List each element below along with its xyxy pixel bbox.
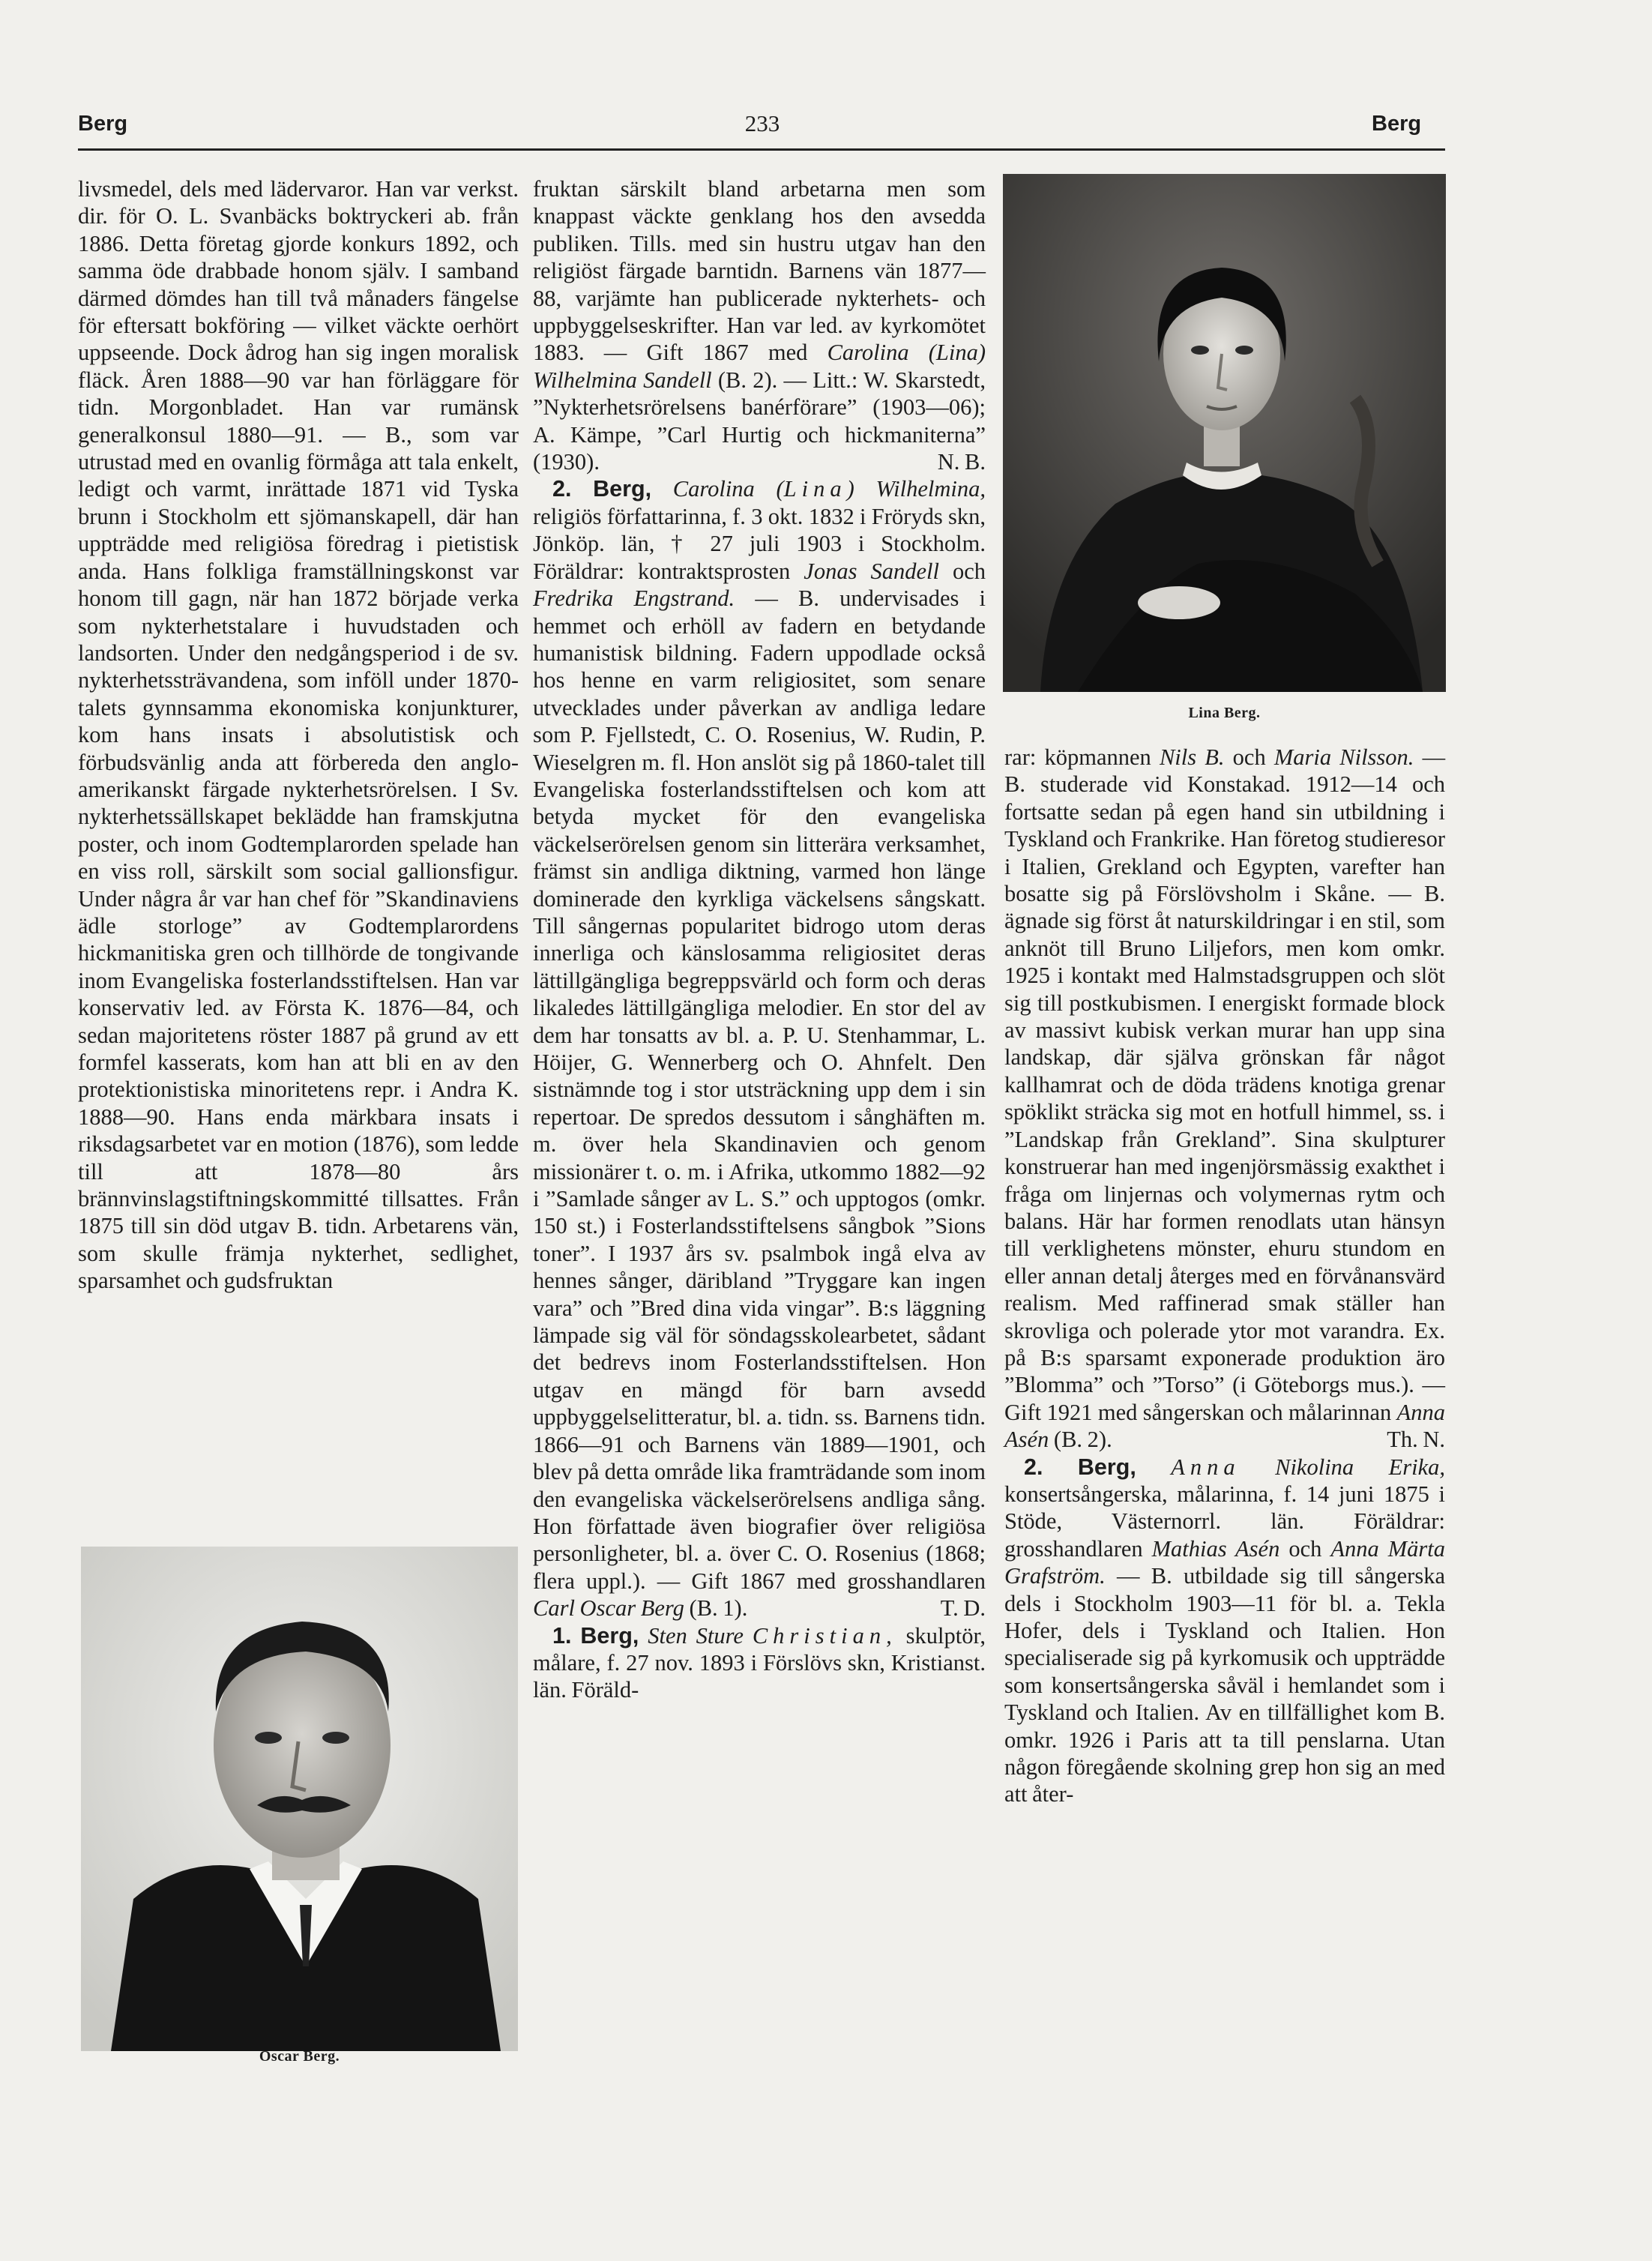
lina-berg-portrait <box>1003 174 1446 692</box>
oscar-portrait-illustration <box>81 1547 518 2051</box>
entry-sten-sture-berg-continued: rar: köpmannen Nils B. och Maria Nilsson. — B. studerade vid Konstakad. 1912—14 och fortsatte sedan på egen hand sin utbildning i Tyskland och Frankrike. Han företog studieresor i Italien, Grekland och Egypten, varefter han bosatte sig på Förslövsholm i Skåne. — B. ägnade sig först åt naturskildringar i en stil, som anknöt till Bruno Liljefors, men kom omkr. 1925 i kontakt med Halmstadsgruppen och slöt sig till postkubismen. I energiskt formade block av massivt kubisk verkan murar han upp sina landskap, där själva grönskan får något kallhamrat och de döda trädens knotiga grenar spöklikt sträcka sig mot en hotfull himmel, ss. i ”Landskap från Grekland”. Sina skulpturer konstruerar han med ingenjörsmässig exakthet i fråga om linjernas och volymernas rytm och balans. Här har formen renodlats utan hänsyn till verklighetens mönster, ehuru stundom en eller annan detalj återges med en förvånansvärd realism. Med raffinerad smak ställer han skrovliga och polerade ytor mot varandra. Ex. på B:s sparsamt exponerade produktion äro ”Blomma” och ”Torso” (i Göteborgs mus.). — Gift 1921 med sångerskan och målarinnan Anna Asén (B. 2). Th. N. <box>1004 744 1446 1453</box>
entry-headword: Berg, <box>580 1622 639 1649</box>
header-rule <box>78 148 1445 151</box>
author-signature: N. B. <box>937 449 986 475</box>
lina-portrait-illustration <box>1003 174 1446 692</box>
entry-carl-oscar-berg-continued: livsmedel, dels med lädervaror. Han var verkst. dir. för O. L. Svanbäcks boktryckeri ab. från 1886. Detta företag gjorde konkurs 1892, och samma öde drabbade honom själv. I samband därmed dömdes han till två månaders fängelse för eftersatt bokföring — vilket väckte oerhört uppseende. Dock ådrog han sig ingen moralisk fläck. Åren 1888—90 var han förläggare för tidn. Morgonbladet. Han var rumänsk generalkonsul 1880—91. — B., som var utrustad med en ovanlig förmåga att tala enkelt, ledigt och varmt, inrättade 1871 vid Tyska brunn i Stockholm ett sjömanskapell, där han uppträdde med religiösa föredrag i pietistisk anda. Hans folkliga framställningskonst var honom till gagn, när han 1872 började verka som nykterhetstalare i huvudstaden och landsorten. Under den nedgångsperiod i de sv. nykterhetssträvandena, som inföll under 1870-talets gynnsamma ekonomiska konjunkturer, kom hans insats i absolutistisk och förbudsvänlig anda att förbereda den anglo-amerikanskt färgade nykterhetsrörelsen. I Sv. nykterhetssällskapet beklädde han framskjutna poster, och inom Godtemplarorden spelade han en viss roll, särskilt som social gallionsfigur. Under några år var han chef för ”Skandinaviens ädle storloge” av Godtemplarordens hickmanitiska gren och tillhörde de tongivande inom Evangeliska fosterlandsstiftelsen. Han var konservativ led. av Första K. 1876—84, och sedan majoritetens röster 1887 på grund av ett formfel kasserats, kom han att bli en av den protektionistiska minoritetens repr. i Andra K. 1888—90. Hans enda märkbara insats i riksdagsarbetet var en motion (1876), som ledde till att 1878—80 års brännvinslagstiftningskommitté tillsattes. Från 1875 till sin död utgav B. tidn. Arbetarens vän, som skulle främja nykterhet, sedlighet, sparsamhet och gudsfruktan <box>78 176 519 1294</box>
lina-berg-caption: Lina Berg. <box>1188 705 1261 721</box>
running-head-right: Berg <box>1372 112 1422 136</box>
column-1 <box>78 175 519 1295</box>
oscar-berg-caption: Oscar Berg. <box>259 2048 340 2065</box>
entry-headword: Berg, <box>593 476 652 502</box>
entry-headword: Berg, <box>1077 1454 1136 1480</box>
column-3 <box>1004 744 1445 1808</box>
oscar-berg-portrait <box>81 1547 518 2051</box>
entry-anna-berg: 2. Berg, Anna Nikolina Erika, konsertsångerska, målarinna, f. 14 juni 1875 i Stöde, Västernorrl. län. Föräldrar: grosshandlaren Mathias Asén och Anna Märta Grafström. — B. utbildade sig till sångerska dels i Stockholm 1903—11 för bl. a. Tekla Hofer, dels i Tyskland och Italien. Hon specialiserade sig på kyrkomusik och uppträdde som konsertsångerska såväl i hemlandet som i Tyskland och Italien. Av en tillfällighet kom B. omkr. 1926 i Paris att ta till penslarna. Utan någon föregående skolning grep hon sig an med att åter- <box>1004 1454 1446 1807</box>
author-signature: T. D. <box>940 1595 986 1622</box>
entry-carl-oscar-berg-end: fruktan särskilt bland arbetarna men som knappast väckte genklang hos den avsedda publiken. Tills. med sin hustru utgav han den religiöst färgade barntidn. Barnens vän 1877—88, varjämte han publicerade nykterhets- och uppbyggelseskrifter. Han var led. av kyrkomötet 1883. — Gift 1867 med Carolina (Lina) Wilhelmina Sandell (B. 2). — Litt.: W. Skarstedt, ”Nykterhetsrörelsens banérförare” (1903—06); A. Kämpe, ”Carl Hurtig och hickmaniterna” (1930). N. B. <box>533 176 986 475</box>
entry-sten-sture-berg: 1. Berg, Sten Sture Christian, skulptör, målare, f. 27 nov. 1893 i Förslövs skn, Kristianst. län. Föräld- <box>533 1622 986 1703</box>
running-head-left: Berg <box>78 112 128 136</box>
page-number: 233 <box>744 110 780 136</box>
column-2 <box>533 175 986 1704</box>
entry-lina-berg: 2. Berg, Carolina (Lina) Wilhelmina, religiös författarinna, f. 3 okt. 1832 i Fröryds skn, Jönköp. län, † 27 juli 1903 i Stockholm. Föräldrar: kontraktsprosten Jonas Sandell och Fredrika Engstrand. — B. undervisades i hemmet och erhöll av fadern en betydande humanistisk bildning. Fadern uppodlade också hos henne en varm religiositet, som senare utvecklades under påverkan av andliga ledare som P. Fjellstedt, C. O. Rosenius, W. Rudin, P. Wieselgren m. fl. Hon anslöt sig på 1860-talet till Evangeliska fosterlandsstiftelsen och kom att betyda mycket för den evangeliska väckelserörelsen genom sin litterära verksamhet, främst sin andliga diktning, varmed hon länge dominerade den kyrkliga väckelsens sångskatt. Till sångernas popularitet bidrogo utom deras innerliga och känslosamma religiositet deras lättillgängliga begreppsvärld och form och deras likaledes lättillgängliga melodier. En stor del av dem har tonsatts av bl. a. P. U. Stenhammar, L. Höijer, G. Wennerberg och O. Ahnfelt. Den sistnämnde tog i stor utsträckning upp dem i sin repertoar. De spredos dessutom i sånghäften m. m. över hela Skandinavien och genom missionärer t. o. m. i Afrika, utkommo 1882—92 i ”Samlade sånger av L. S.” och upptogos (omkr. 150 st.) i Fosterlandsstiftelsens sångbok ”Sions toner”. I 1937 års sv. psalmbok ingå elva av hennes sånger, däribland ”Tryggare kan ingen vara” och ”Bred dina vida vingar”. B:s läggning lämpade sig väl för söndagsskolearbetet, sådant det bedrevs inom Fosterlandsstiftelsen. Hon utgav en mängd för barn avsedd uppbyggelselitteratur, bl. a. tidn. ss. Barnens tidn. 1866—91 och Barnens vän 1889—1901, och blev på detta område lika framträdande som inom den evangeliska väckelserörelsens andliga sång. Hon författade även biografier över religiösa personligheter, bl. a. över C. O. Rosenius (1868; flera uppl.). — Gift 1867 med grosshandlaren Carl Oscar Berg (B. 1). T. D. <box>533 476 986 1622</box>
author-signature: Th. N. <box>1387 1427 1445 1453</box>
